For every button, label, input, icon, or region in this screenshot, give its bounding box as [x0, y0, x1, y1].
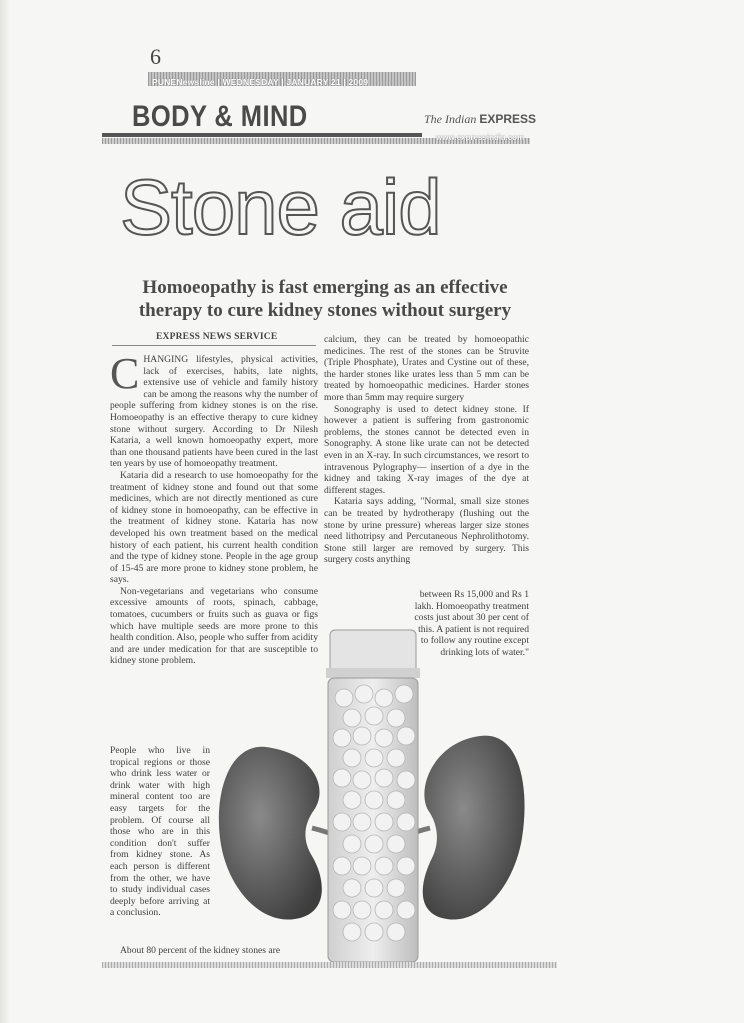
paragraph-2: Kataria did a research to use homoeopathy for the treatment of kidney stone and found out that some medicines, which are not directly mentioned as cure of kidney stone in homoeopathy, can be effective in the treatment of kidney stone. Kataria has now developed his own treatment based on the medical history of each patient, his current health condition and the type of kidney stone. People in the age group of 15-45 are more prone to kidney stone problem, he says.	[110, 469, 318, 586]
column-1	[110, 349, 318, 667]
paper-url: www.expressindia.com	[436, 133, 525, 142]
right-kidney-icon	[423, 736, 525, 920]
date-strip-text: PUNENewsline | WEDNESDAY | JANUARY 21 | 2009	[152, 77, 369, 87]
date-strip	[148, 72, 416, 86]
paragraph-5: About 80 percent of the kidney stones are	[120, 945, 281, 956]
dropcap: C	[110, 349, 140, 398]
pill-bottle-icon	[326, 630, 420, 962]
paragraph-8: Kataria says adding, "Normal, small size stones can be treated by hydrotherapy (flushing out the stone by urine pressure) whereas larger size stones need lithotripsy and Percutaneous Nephrolithotomy. Stone still larger are removed by surgery. This surgery costs anything	[324, 496, 529, 566]
page-number: 6	[150, 44, 161, 69]
kidneys-and-pill-bottle-photo	[212, 628, 532, 964]
section-title: BODY & MIND	[132, 100, 308, 133]
left-kidney-icon	[219, 747, 322, 920]
paper-name-italic: The Indian	[424, 112, 477, 126]
headline: Stone aid	[120, 163, 441, 251]
byline: EXPRESS NEWS SERVICE	[156, 332, 278, 342]
section-rule	[102, 133, 422, 137]
bottom-rule	[102, 962, 557, 968]
paper-name	[424, 112, 536, 127]
column-1-wrap	[110, 745, 210, 919]
paragraph-7: Sonography is used to detect kidney stone. If however a patient is suffering from gastronomic problems, the stones cannot be detected even in Sonography. A stone like urate can not be detected even in an X-ray. In such circumstances, we resort to intravenous Pylography— insertion of a dye in the kidney and taking X-ray images of the dye at different stages.	[324, 403, 529, 496]
paragraph-9: between Rs 15,000 and Rs 1 lakh. Homoeopathy treatment costs just about 30 per cent of this. A patient is not required to follow any routine except drinking lots of water."	[414, 589, 529, 658]
column-2	[324, 334, 529, 566]
paragraph-1-text: HANGING lifestyles, physical activities, lack of exercises, habits, late nights, extensive use of vehicle and family history can be among the reasons why the number of people suffering from kidney stones is on the rise. Homoeopathy is an effective therapy to cure kidney stone without surgery. According to Dr Nilesh Kataria, a well known homoeopathy expert, more than one thousand patients have been cured in the last ten years by use of homoeopathy treatment.	[110, 354, 318, 470]
paper-name-bold: EXPRESS	[479, 112, 537, 126]
deck: Homoeopathy is fast emerging as an effective therapy to cure kidney stones without surgery	[138, 277, 512, 321]
paragraph-4: People who live in tropical regions or those who drink less water or drink water with high mineral content too are easy targets for the problem. Of course all those who are in this condition don't suffer from kidney stone. As each person is different from the other, we have to study individual cases deeply before arriving at a conclusion.	[110, 745, 210, 919]
paragraph-6: calcium, they can be treated by homoeopathic medicines. The rest of the stones can be Struvite (Triple Phosphate), Urates and Cystine out of these, the harder stones like urates less than 5 mm can be treated by homoeopathic medicines. Harder stones more than 5mm may require surgery	[324, 334, 529, 403]
byline-rule	[112, 345, 316, 346]
scan-edge	[0, 0, 10, 1023]
paragraph-1	[110, 349, 318, 470]
paragraph-3: Non-vegetarians and vegetarians who consume excessive amounts of roots, spinach, cabbage, tomatoes, cucumbers or fruits such as guava or figs which have multiple seeds are more prone to this health condition. Also, people who suffer from acidity and are under medication for that are susceptible to kidney stone problem.	[110, 585, 318, 667]
